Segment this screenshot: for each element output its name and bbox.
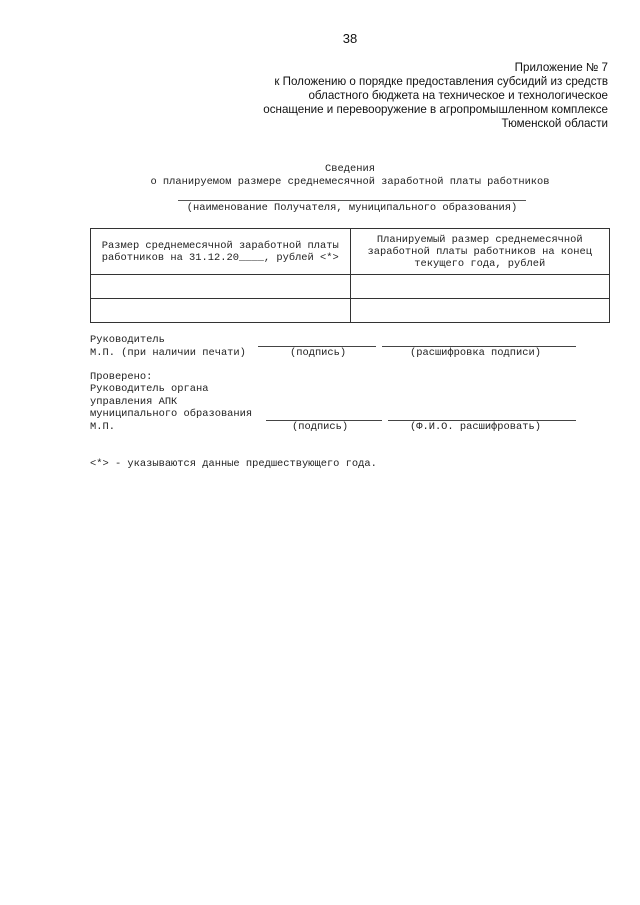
heading-subtitle: о планируемом размере среднемесячной заработной платы работников [150, 176, 550, 188]
salary-table [90, 228, 610, 323]
checked-signature-hint: (подпись) [292, 421, 349, 433]
org-line: Руководитель органа [90, 383, 209, 395]
appendix-header [188, 61, 608, 131]
table-cell[interactable] [350, 275, 610, 299]
stamp-label: М.П. (при наличии печати) [90, 347, 246, 359]
checked-label: Проверено: [90, 371, 153, 383]
heading-title: Сведения [325, 163, 375, 175]
signature-hint: (подпись) [290, 347, 347, 359]
appendix-line: Тюменской области [501, 117, 608, 130]
page-number: 38 [342, 31, 358, 46]
table-row [91, 275, 610, 299]
recipient-name-hint: (наименование Получателя, муниципального образования) [178, 200, 526, 214]
table-cell[interactable] [91, 299, 351, 323]
org-line: управления АПК [90, 396, 178, 408]
org-line: муниципального образования [90, 408, 253, 420]
appendix-line: оснащение и перевооружение в агропромышленном комплексе [263, 103, 608, 116]
form-heading [90, 163, 610, 189]
table-row [91, 299, 610, 323]
appendix-title: Приложение № 7 [514, 61, 608, 74]
table-header-row [91, 229, 610, 275]
footnote: <*> - указываются данные предшествующего года. [90, 458, 377, 470]
table-cell[interactable] [91, 275, 351, 299]
appendix-line: областного бюджета на техническое и технологическое [308, 89, 608, 102]
decode-hint: (расшифровка подписи) [410, 347, 541, 359]
checked-stamp-label: М.П. [90, 421, 115, 433]
table-header-cell: Планируемый размер среднемесячной заработной платы работников на конец текущего года, рублей [350, 229, 610, 275]
head-label: Руководитель [90, 334, 165, 346]
checked-fio-hint: (Ф.И.О. расшифровать) [410, 421, 541, 433]
table-header-cell: Размер среднемесячной заработной платы работников на 31.12.20____, рублей <*> [91, 229, 351, 275]
appendix-line: к Положению о порядке предоставления субсидий из средств [274, 75, 608, 88]
table-cell[interactable] [350, 299, 610, 323]
